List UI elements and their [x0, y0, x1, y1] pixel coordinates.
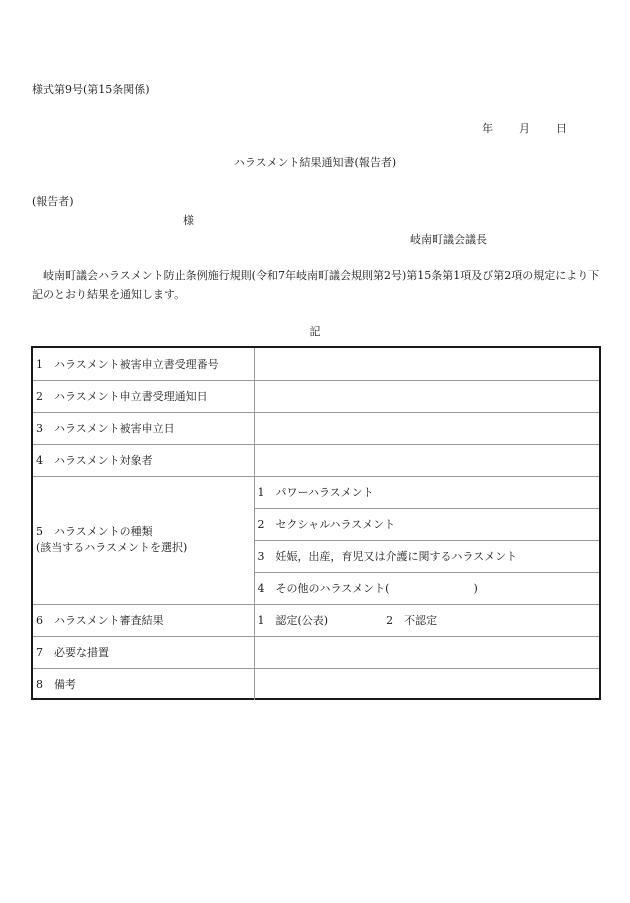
issuer-name: 岐南町議会議長 — [410, 233, 487, 246]
row-label — [33, 636, 254, 668]
row-label-text: ハラスメント被害申立日 — [54, 422, 175, 435]
harassment-type-label — [33, 476, 254, 604]
row-number: 7 — [36, 646, 43, 659]
date-day-label: 日 — [556, 122, 567, 135]
row-number: 8 — [36, 678, 43, 692]
row-number: 2 — [36, 390, 43, 403]
option-suffix: ) — [473, 582, 478, 595]
receipt-number-field[interactable] — [254, 348, 599, 380]
row-label — [33, 380, 254, 412]
form-number: 様式第9号(第15条関係) — [32, 83, 150, 96]
row-label-text: ハラスメント対象者 — [54, 454, 153, 467]
row-label-text: ハラスメント被害申立書受理番号 — [54, 357, 219, 371]
row-label-text: ハラスメントの種類 — [54, 525, 153, 538]
table-row — [33, 476, 599, 508]
document-title: ハラスメント結果通知書(報告者) — [233, 156, 397, 169]
option-number: 1 — [257, 614, 265, 627]
notification-table — [31, 346, 601, 700]
review-result-cell — [254, 604, 599, 636]
row-label-text: 備考 — [54, 678, 76, 692]
body-text: 岐南町議会ハラスメント防止条例施行規則(令和7年岐南町議会規則第2号)第15条第1項及び第2項の規定により下記のとおり結果を通知します。 — [32, 269, 600, 301]
option-number: 2 — [257, 518, 265, 531]
option-number: 3 — [257, 550, 265, 563]
reporter-honorific: 様 — [183, 214, 194, 227]
option-label: 不認定 — [404, 614, 438, 627]
option-label: その他のハラスメント( — [275, 582, 390, 595]
row-number: 1 — [36, 357, 43, 371]
harassment-option-power[interactable] — [254, 476, 599, 508]
date-line — [482, 120, 567, 136]
row-sublabel: (該当するハラスメントを選択) — [36, 541, 188, 554]
row-label-text: 必要な措置 — [54, 646, 109, 659]
option-label: 妊娠，出産，育児又は介護に関するハラスメント — [275, 550, 518, 563]
target-person-field[interactable] — [254, 444, 599, 476]
date-month-label: 月 — [519, 122, 530, 135]
result-option-recognized[interactable] — [258, 614, 329, 627]
row-label — [33, 444, 254, 476]
remarks-field[interactable] — [254, 668, 599, 700]
row-label — [33, 348, 254, 380]
table-row — [33, 380, 599, 412]
row-number: 4 — [36, 454, 43, 467]
harassment-option-other[interactable] — [254, 572, 599, 604]
table-row — [33, 636, 599, 668]
harassment-option-maternity[interactable] — [254, 540, 599, 572]
row-label-text: ハラスメント申立書受理通知日 — [54, 390, 208, 403]
harassment-option-sexual[interactable] — [254, 508, 599, 540]
table-row — [33, 348, 599, 380]
required-measures-field[interactable] — [254, 636, 599, 668]
row-label-text: ハラスメント審査結果 — [54, 614, 164, 627]
complaint-date-field[interactable] — [254, 412, 599, 444]
receipt-notice-date-field[interactable] — [254, 380, 599, 412]
option-label: セクシャルハラスメント — [275, 518, 396, 531]
row-label — [33, 412, 254, 444]
table-row — [33, 668, 599, 700]
row-number: 5 — [36, 525, 43, 538]
row-label — [33, 604, 254, 636]
table-row — [33, 444, 599, 476]
reporter-label: (報告者) — [32, 195, 74, 208]
option-label: パワーハラスメント — [275, 486, 374, 499]
row-number: 3 — [36, 422, 43, 435]
option-label: 認定(公表) — [275, 614, 329, 627]
table-row — [33, 412, 599, 444]
result-option-not-recognized[interactable] — [386, 614, 437, 627]
table-row — [33, 604, 599, 636]
ki-heading: 記 — [309, 325, 321, 338]
row-number: 6 — [36, 614, 43, 627]
option-number: 1 — [257, 486, 265, 499]
date-year-label: 年 — [482, 122, 493, 135]
option-number: 2 — [386, 614, 394, 627]
row-label — [33, 668, 254, 700]
option-number: 4 — [257, 582, 265, 595]
